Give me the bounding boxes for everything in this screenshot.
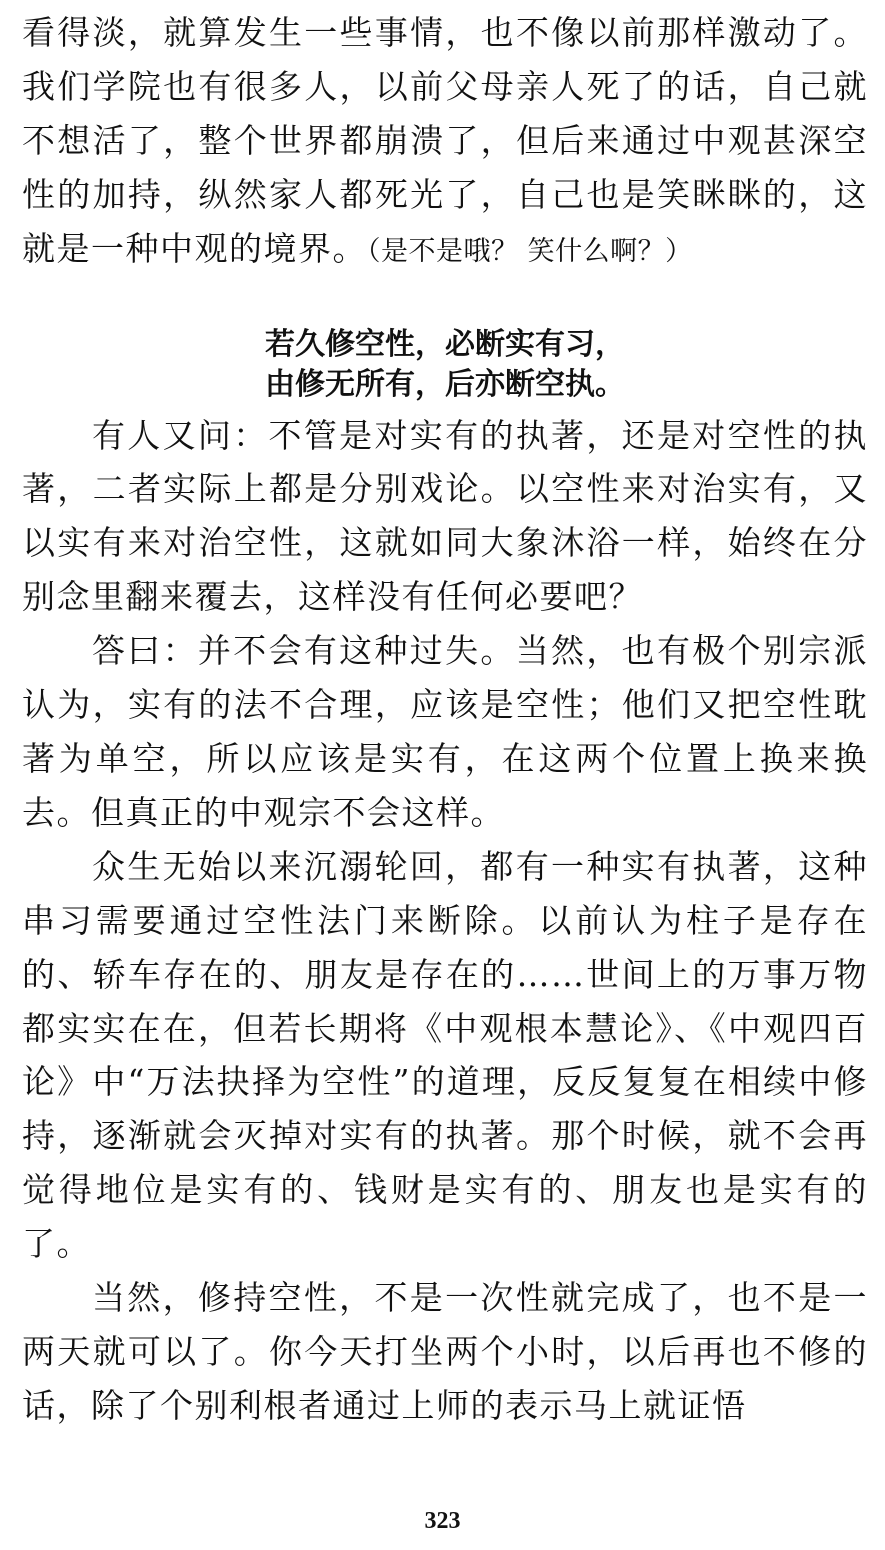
verse-line-2: 由修无所有，后亦断空执。: [265, 366, 625, 402]
page-body: [22, 6, 868, 1433]
paragraph-answer: 答曰：并不会有这种过失。当然，也有极个别宗派认为，实有的法不合理，应该是空性；他们又把空性耽著为单空，所以应该是实有，在这两个位置上换来换去。但真正的中观宗不会这样。: [22, 631, 868, 832]
page-number: 323: [424, 1508, 461, 1534]
paragraph-question: 有人又问：不管是对实有的执著，还是对空性的执著，二者实际上都是分别戏论。以空性来对治实有，又以实有来对治空性，这就如同大象沐浴一样，始终在分别念里翻来覆去，这样没有任何必要吧？: [22, 415, 868, 617]
paragraph-opening: [22, 6, 868, 279]
verse-line-1: 若久修空性，必断实有习，: [265, 326, 625, 362]
paragraph-opening-text: 看得淡，就算发生一些事情，也不像以前那样激动了。我们学院也有很多人，以前父母亲人死了的话，自己就不想活了，整个世界都崩溃了，但后来通过中观甚深空性的加持，纵然家人都死光了，自己也是笑眯眯的，这就是一种中观的境界。: [22, 13, 868, 268]
paragraph-explanation: 众生无始以来沉溺轮回，都有一种实有执著，这种串习需要通过空性法门来断除。以前认为柱子是存在的、轿车存在的、朋友是存在的……世间上的万事万物都实实在在，但若长期将《中观根本慧论》、《中观四百论》中“万法抉择为空性”的道理，反反复复在相续中修持，逐渐就会灭掉对实有的执著。那个时候，就不会再觉得地位是实有的、钱财是实有的、朋友也是实有的了。: [22, 846, 868, 1264]
paragraph-opening-aside: （是不是哦？ 笑什么啊？）: [367, 235, 693, 267]
paragraph-practice: 当然，修持空性，不是一次性就完成了，也不是一两天就可以了。你今天打坐两个小时，以后再也不修的话，除了个别利根者通过上师的表示马上就证悟: [22, 1278, 868, 1425]
verse: [22, 325, 868, 405]
